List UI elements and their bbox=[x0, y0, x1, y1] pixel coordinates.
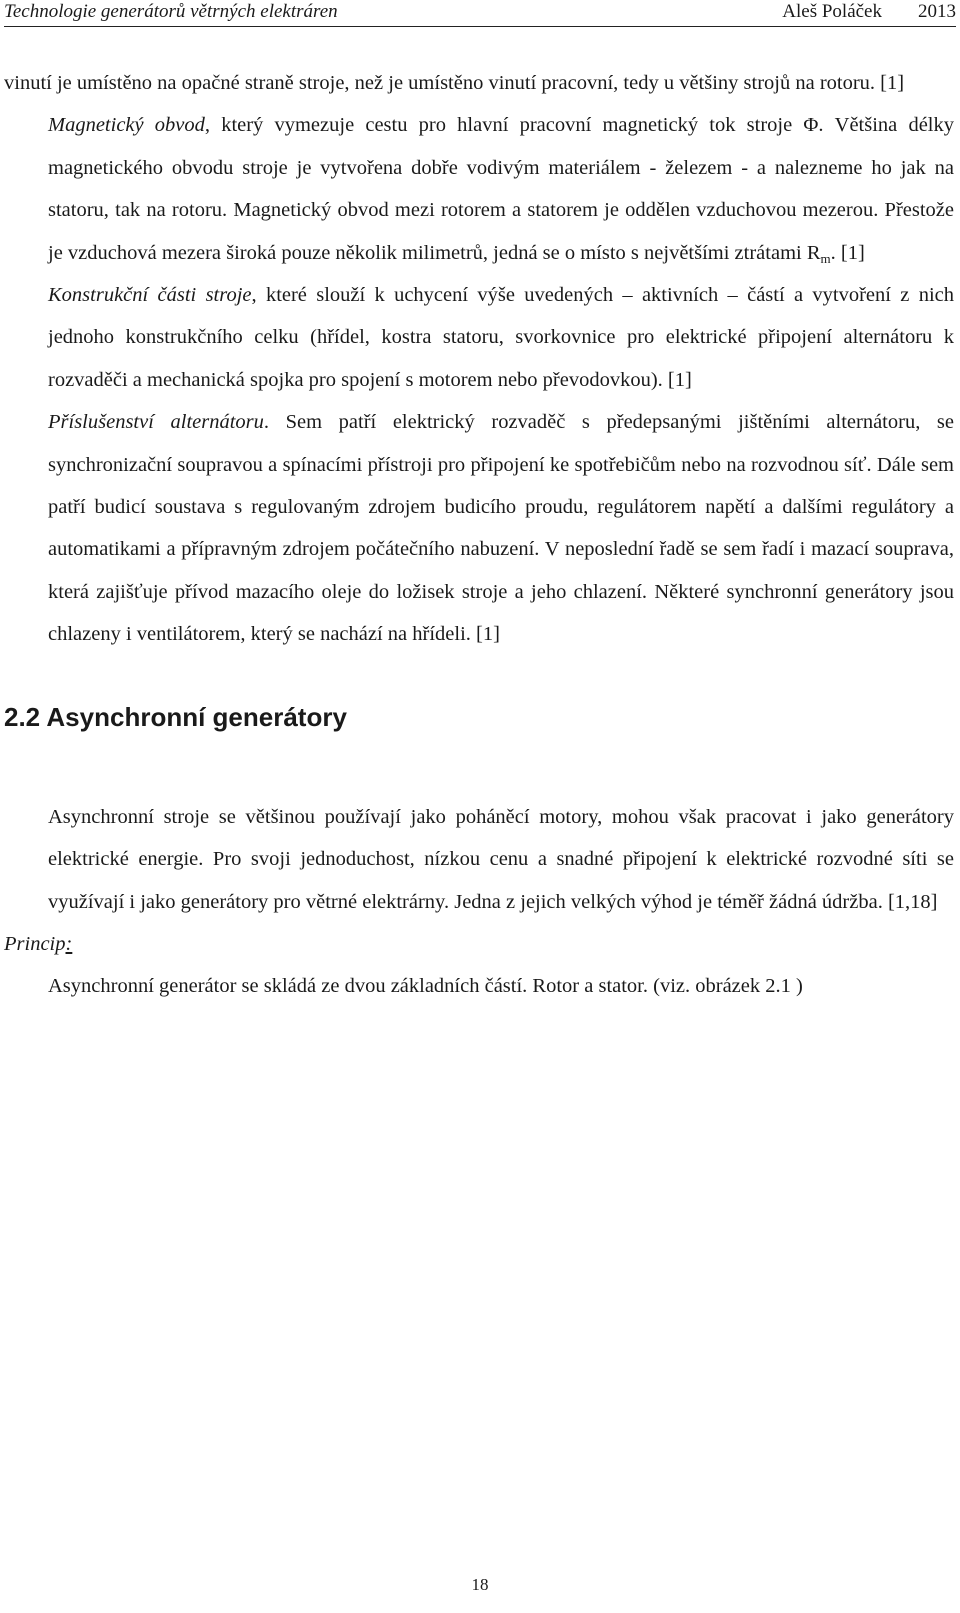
section-heading: 2.2 Asynchronní generátory bbox=[4, 701, 347, 732]
paragraph-construction-parts-text: , které slouží k uchycení výše uvedených – aktivních – částí a vytvoření z nich jednoho konstrukčního celku (hřídel, kostra statoru, svorkovnice pro elektrické připojení alternátoru k rozvaděči a mechanická spojka pro spojení s motorem nebo převodovkou). [1] bbox=[48, 284, 954, 391]
paragraph-accessories-text: . Sem patří elektrický rozvaděč s předepsanými jištěními alternátoru, se synchronizační soupravou a spínacími přístroji pro připojení ke spotřebičům nebo na rozvodnou síť. Dále sem patří budicí soustava s regulovaným zdrojem budicího proudu, regulátorem napětí a dalšími regulátory a automatikami a přípravným zdrojem počátečního nabuzení. V neposlední řadě se sem řadí i mazací souprava, která zajišťuje přívod mazacího oleje do ložisek stroje a jeho chlazení. Některé synchronní generátory jsou chlazeny i ventilátorem, který se nachází na hřídeli. [1] bbox=[48, 411, 954, 646]
header-author: Aleš Poláček bbox=[782, 1, 882, 22]
paragraph-magnetic-circuit bbox=[4, 104, 954, 274]
princip-label bbox=[4, 923, 954, 965]
term-accessories: Příslušenství alternátoru bbox=[48, 411, 264, 434]
subscript-m: m bbox=[820, 250, 831, 266]
page-header bbox=[4, 0, 956, 27]
term-magnetic-circuit: Magnetický obvod bbox=[48, 114, 205, 137]
paragraph-magnetic-circuit-end: . [1] bbox=[830, 241, 865, 264]
term-construction-parts: Konstrukční části stroje bbox=[48, 284, 252, 307]
header-title: Technologie generátorů větrných elektráren bbox=[4, 1, 338, 22]
paragraph-accessories bbox=[4, 401, 954, 655]
princip-colon: : bbox=[65, 932, 73, 955]
paragraph-construction-parts bbox=[4, 274, 954, 401]
body-text bbox=[4, 62, 954, 1008]
paragraph-winding: vinutí je umístěno na opačné straně stroje, než je umístěno vinutí pracovní, tedy u většiny strojů na rotoru. [1] bbox=[4, 72, 905, 94]
page-number: 18 bbox=[471, 1575, 489, 1594]
princip-label-text: Princip bbox=[4, 932, 66, 955]
paragraph-magnetic-circuit-text: , který vymezuje cestu pro hlavní pracovní magnetický tok stroje Φ. Většina délky magnetického obvodu stroje je vytvořena dobře vodivým materiálem - železem - a nalezneme ho jak na statoru, tak na rotoru. Magnetický obvod mezi rotorem a statorem je oddělen vzduchovou mezerou. Přestože je vzduchová mezera široká pouze několik milimetrů, jedná se o místo s největšími ztrátami R bbox=[48, 114, 954, 264]
paragraph-async-intro: Asynchronní stroje se většinou používají jako poháněcí motory, mohou však pracovat i jako generátory elektrické energie. Pro svoji jednoduchost, nízkou cenu a snadné připojení k elektrické rozvodné síti se využívají i jako generátory pro větrné elektrárny. Jedna z jejich velkých výhod je téměř žádná údržba. [1,18] bbox=[48, 805, 954, 913]
header-year: 2013 bbox=[918, 1, 956, 22]
paragraph-async-parts: Asynchronní generátor se skládá ze dvou základních částí. Rotor a stator. (viz. obrázek 2.1 ) bbox=[48, 975, 803, 998]
header-author-year bbox=[782, 0, 956, 24]
